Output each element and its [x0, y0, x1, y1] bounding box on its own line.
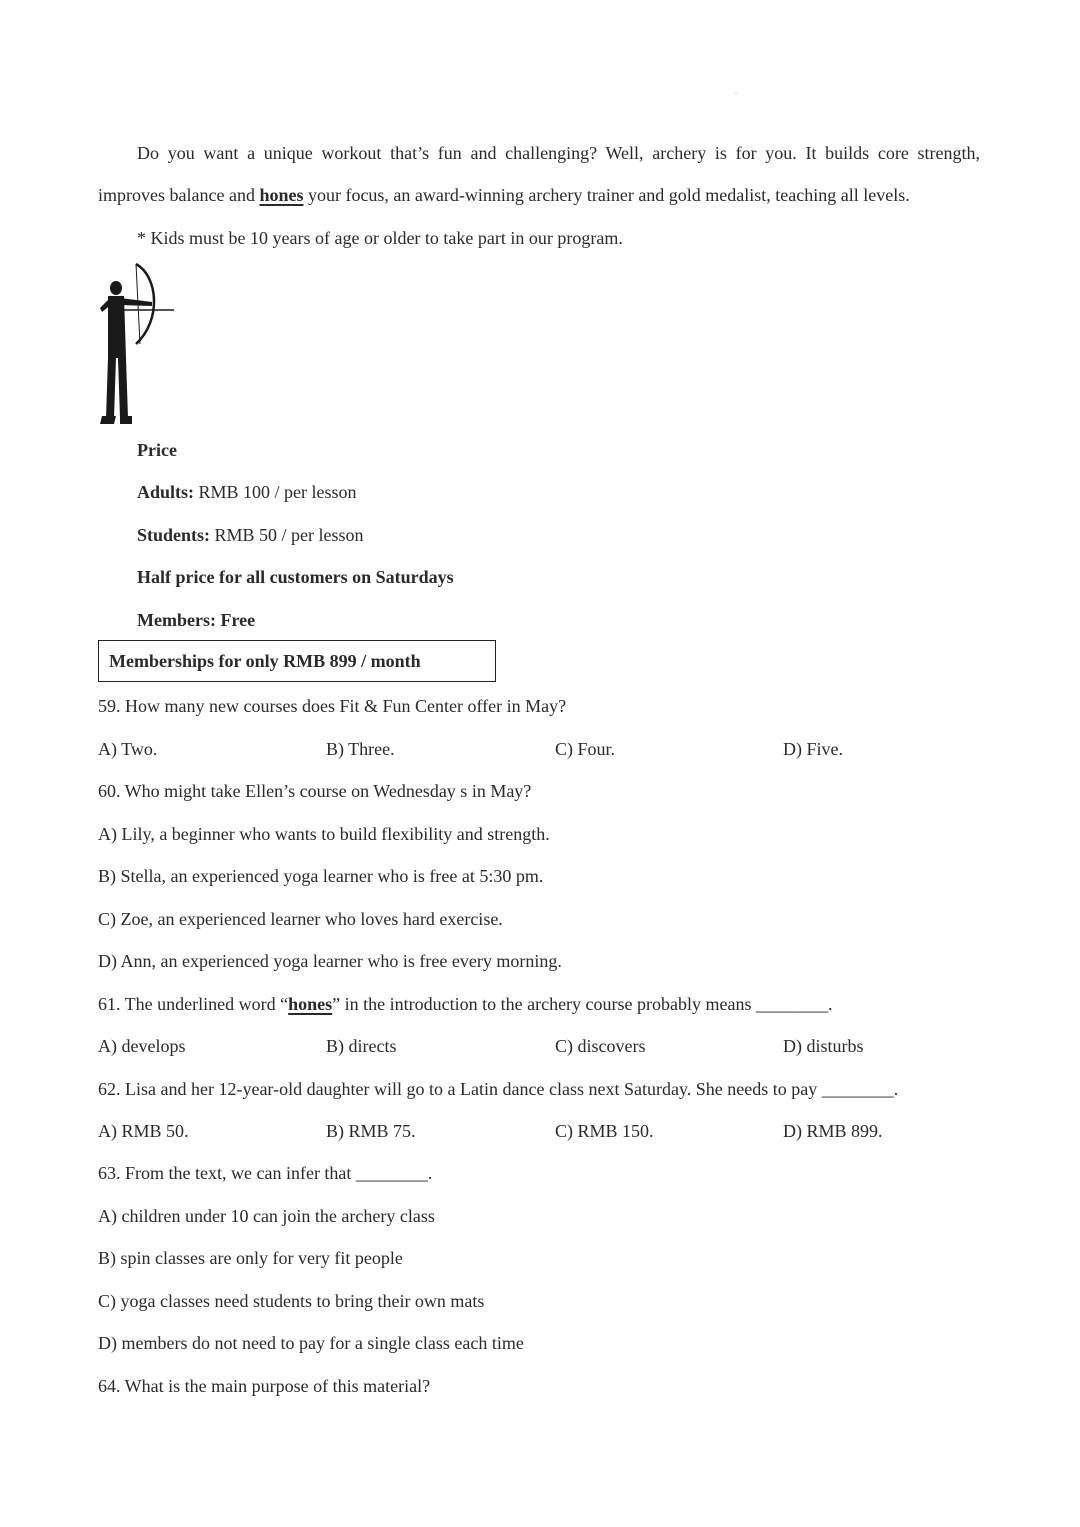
adults-value: RMB 100 / per lesson [194, 482, 357, 502]
price-students [137, 524, 364, 546]
question-59: 59. How many new courses does Fit & Fun Center offer in May? [98, 696, 567, 716]
q60-option-b: B) Stella, an experienced yoga learner who is free at 5:30 pm. [98, 866, 544, 886]
question-64: 64. What is the main purpose of this material? [98, 1376, 431, 1396]
q61-start: 61. The underlined word “ [98, 994, 289, 1014]
intro-line-2 [98, 184, 910, 206]
q61-underlined-word: hones [288, 994, 333, 1014]
question-63: 63. From the text, we can infer that ________. [98, 1163, 433, 1183]
scan-speck [735, 93, 737, 94]
q62-option-b: B) RMB 75. [326, 1121, 416, 1141]
question-61 [98, 993, 833, 1015]
q61-option-d: D) disturbs [783, 1036, 864, 1056]
students-value: RMB 50 / per lesson [210, 525, 364, 545]
price-adults [137, 481, 357, 503]
q60-option-d: D) Ann, an experienced yoga learner who is free every morning. [98, 951, 562, 971]
intro-line-1: Do you want a unique workout that’s fun and challenging? Well, archery is for you. It builds core strength, [137, 143, 980, 163]
q61-option-a: A) develops [98, 1036, 186, 1056]
membership-box [98, 640, 496, 682]
adults-label: Adults: [137, 482, 195, 502]
age-note: * Kids must be 10 years of age or older to take part in our program. [137, 228, 623, 248]
students-label: Students: [137, 525, 211, 545]
q59-option-c: C) Four. [555, 739, 616, 759]
archer-icon [96, 258, 178, 426]
q61-end: ” in the introduction to the archery course probably means ________. [332, 994, 833, 1014]
q63-option-b: B) spin classes are only for very fit people [98, 1248, 403, 1268]
q60-option-c: C) Zoe, an experienced learner who loves hard exercise. [98, 909, 503, 929]
q59-option-b: B) Three. [326, 739, 395, 759]
q62-option-d: D) RMB 899. [783, 1121, 883, 1141]
intro-line-2-end: your focus, an award-winning archery trainer and gold medalist, teaching all levels. [303, 185, 910, 205]
q63-option-c: C) yoga classes need students to bring their own mats [98, 1291, 485, 1311]
members-price: Members: Free [137, 610, 256, 630]
q59-option-a: A) Two. [98, 739, 158, 759]
q59-option-d: D) Five. [783, 739, 843, 759]
q61-option-b: B) directs [326, 1036, 397, 1056]
q61-option-c: C) discovers [555, 1036, 646, 1056]
question-60: 60. Who might take Ellen’s course on Wednesday s in May? [98, 781, 532, 801]
price-heading: Price [137, 440, 177, 460]
membership-box-text: Memberships for only RMB 899 / month [109, 651, 421, 671]
q62-option-a: A) RMB 50. [98, 1121, 189, 1141]
saturday-discount: Half price for all customers on Saturdays [137, 567, 454, 587]
q63-option-a: A) children under 10 can join the archery class [98, 1206, 435, 1226]
q63-option-d: D) members do not need to pay for a single class each time [98, 1333, 524, 1353]
intro-line-2-start: improves balance and [98, 185, 260, 205]
q60-option-a: A) Lily, a beginner who wants to build flexibility and strength. [98, 824, 550, 844]
q62-option-c: C) RMB 150. [555, 1121, 654, 1141]
underlined-word-hones: hones [259, 185, 304, 205]
question-62: 62. Lisa and her 12-year-old daughter will go to a Latin dance class next Saturday. She needs to pay ________. [98, 1079, 899, 1099]
